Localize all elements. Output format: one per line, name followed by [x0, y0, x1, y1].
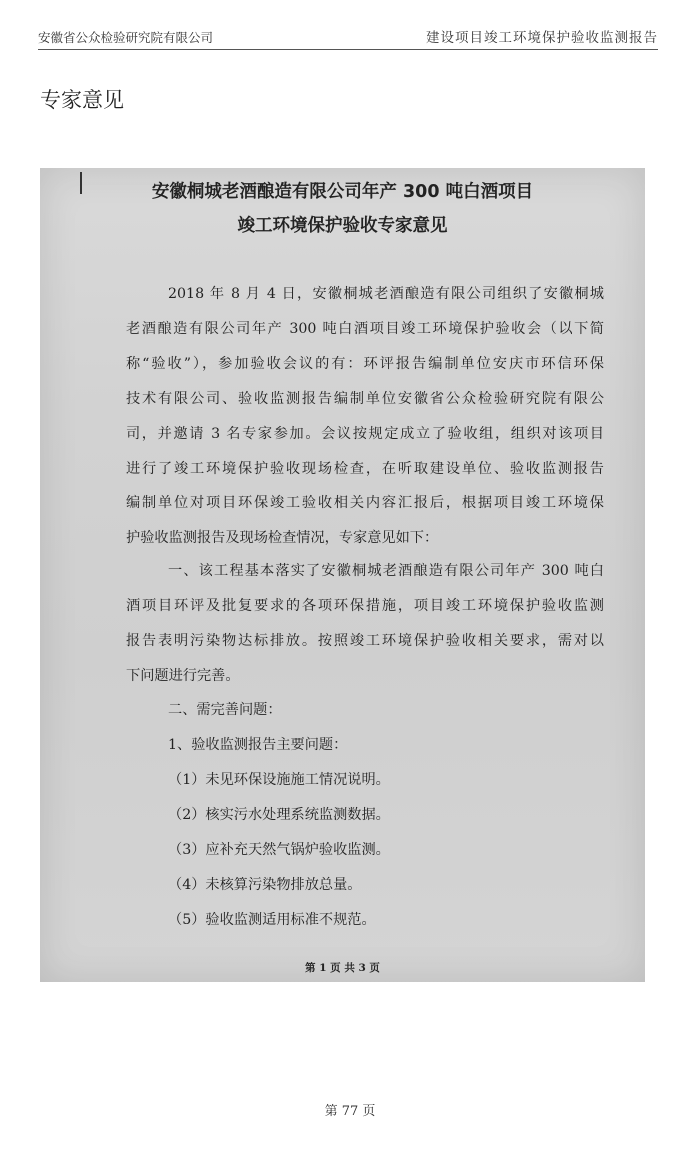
doc-page-number: 第 1 页 共 3 页	[305, 962, 380, 974]
doc-line: 1、验收监测报告主要问题：	[168, 737, 348, 753]
header-report-title: 建设项目竣工环境保护验收监测报告	[426, 30, 658, 46]
doc-line: 2018 年 8 月 4 日，安徽桐城老酒酿造有限公司组织了安徽桐城	[168, 286, 604, 302]
doc-line: （5）验收监测适用标准不规范。	[168, 912, 376, 928]
doc-line: （4）未核算污染物排放总量。	[168, 877, 362, 893]
doc-line: （3）应补充天然气锅炉验收监测。	[168, 842, 390, 858]
doc-line: 酒项目环评及批复要求的各项环保措施，项目竣工环境保护验收监测	[126, 598, 604, 614]
doc-line: 报告表明污染物达标排放。按照竣工环境保护验收相关要求，需对以	[126, 633, 604, 649]
doc-line: 进行了竣工环境保护验收现场检查，在听取建设单位、验收监测报告	[126, 461, 604, 477]
doc-line: 称“验收”），参加验收会议的有：环评报告编制单位安庆市环信环保	[126, 356, 604, 372]
doc-line: 护验收监测报告及现场检查情况，专家意见如下：	[126, 530, 439, 546]
doc-line: 二、需完善问题：	[168, 702, 282, 718]
doc-line: 技术有限公司、验收监测报告编制单位安徽省公众检验研究院有限公	[126, 391, 604, 407]
page-header	[38, 26, 658, 50]
doc-line: （1）未见环保设施施工情况说明。	[168, 772, 390, 788]
doc-title-line2: 竣工环境保护验收专家意见	[237, 216, 448, 236]
doc-line: 司，并邀请 3 名专家参加。会议按规定成立了验收组，组织对该项目	[126, 426, 604, 442]
page-number: 第 77 页	[324, 1104, 376, 1119]
doc-line: 下问题进行完善。	[126, 668, 240, 684]
scanned-document	[40, 168, 645, 982]
doc-line: 编制单位对项目环保竣工验收相关内容汇报后，根据项目竣工环境保	[126, 495, 604, 511]
doc-title-line1: 安徽桐城老酒酿造有限公司年产 300 吨白酒项目	[151, 182, 534, 202]
section-title: 专家意见	[40, 88, 124, 112]
doc-line: 一、该工程基本落实了安徽桐城老酒酿造有限公司年产 300 吨白	[168, 563, 604, 579]
doc-line: （2）核实污水处理系统监测数据。	[168, 807, 390, 823]
doc-line: 老酒酿造有限公司年产 300 吨白酒项目竣工环境保护验收会（以下简	[126, 321, 604, 337]
header-company: 安徽省公众检验研究院有限公司	[38, 30, 214, 45]
